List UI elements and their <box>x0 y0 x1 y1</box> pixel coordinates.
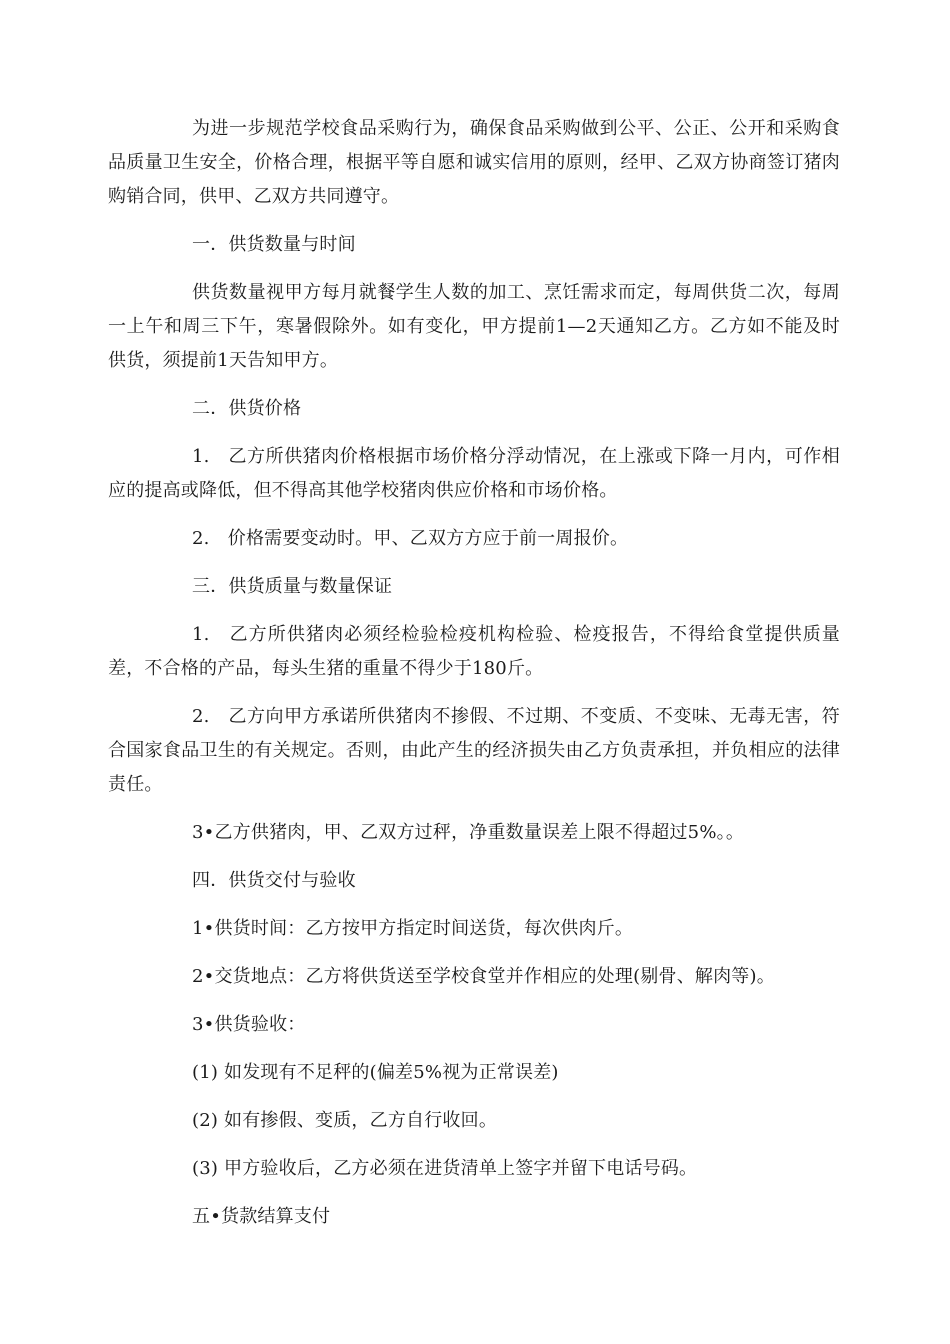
acceptance-subclause-1: (1) 如发现有不足秤的(偏差5%视为正常误差) <box>192 1062 559 1083</box>
delivery-clause-1: 1•供货时间：乙方按甲方指定时间送货，每次供肉斤。 <box>192 918 634 939</box>
section-heading-quality-guarantee: 三．供货质量与数量保证 <box>192 576 393 597</box>
section-heading-supply-price: 二．供货价格 <box>192 398 302 419</box>
quality-clause-2: 2. 乙方向甲方承诺所供猪肉不掺假、不过期、不变质、不变味、无毒无害，符合国家食品卫生的有关规定。否则，由此产生的经济损失由乙方负责承担，并负相应的法律责任。 <box>108 706 840 795</box>
section-heading-supply-quantity: 一．供货数量与时间 <box>192 234 356 255</box>
price-clause-2: 2. 价格需要变动时。甲、乙双方方应于前一周报价。 <box>192 528 629 549</box>
section-heading-payment-settlement: 五•货款结算支付 <box>192 1206 331 1227</box>
supply-quantity-paragraph: 供货数量视甲方每月就餐学生人数的加工、烹饪需求而定，每周供货二次，每周一上午和周三下午，寒暑假除外。如有变化，甲方提前1—2天通知乙方。乙方如不能及时供货，须提前1天告知甲方。 <box>108 282 840 371</box>
quality-clause-3: 3•乙方供猪肉，甲、乙双方过秤，净重数量误差上限不得超过5%。。 <box>192 822 745 843</box>
acceptance-subclause-3: (3) 甲方验收后，乙方必须在进货清单上签字并留下电话号码。 <box>192 1158 698 1179</box>
section-heading-delivery-acceptance: 四．供货交付与验收 <box>192 870 356 891</box>
acceptance-subclause-2: (2) 如有掺假、变质，乙方自行收回。 <box>192 1110 498 1131</box>
price-clause-1: 1. 乙方所供猪肉价格根据市场价格分浮动情况，在上涨或下降一月内，可作相应的提高或降低，但不得高其他学校猪肉供应价格和市场价格。 <box>108 446 840 501</box>
quality-clause-1: 1. 乙方所供猪肉必须经检验检疫机构检验、检疫报告，不得给食堂提供质量差，不合格的产品，每头生猪的重量不得少于180斤。 <box>108 624 840 679</box>
delivery-clause-2: 2•交货地点：乙方将供货送至学校食堂并作相应的处理(剔骨、解肉等)。 <box>192 966 775 987</box>
delivery-clause-3: 3•供货验收： <box>192 1014 306 1035</box>
intro-paragraph: 为进一步规范学校食品采购行为，确保食品采购做到公平、公正、公开和采购食品质量卫生安全，价格合理，根据平等自愿和诚实信用的原则，经甲、乙双方协商签订猪肉购销合同，供甲、乙双方共同遵守。 <box>108 118 840 207</box>
document-body <box>108 112 840 1248</box>
